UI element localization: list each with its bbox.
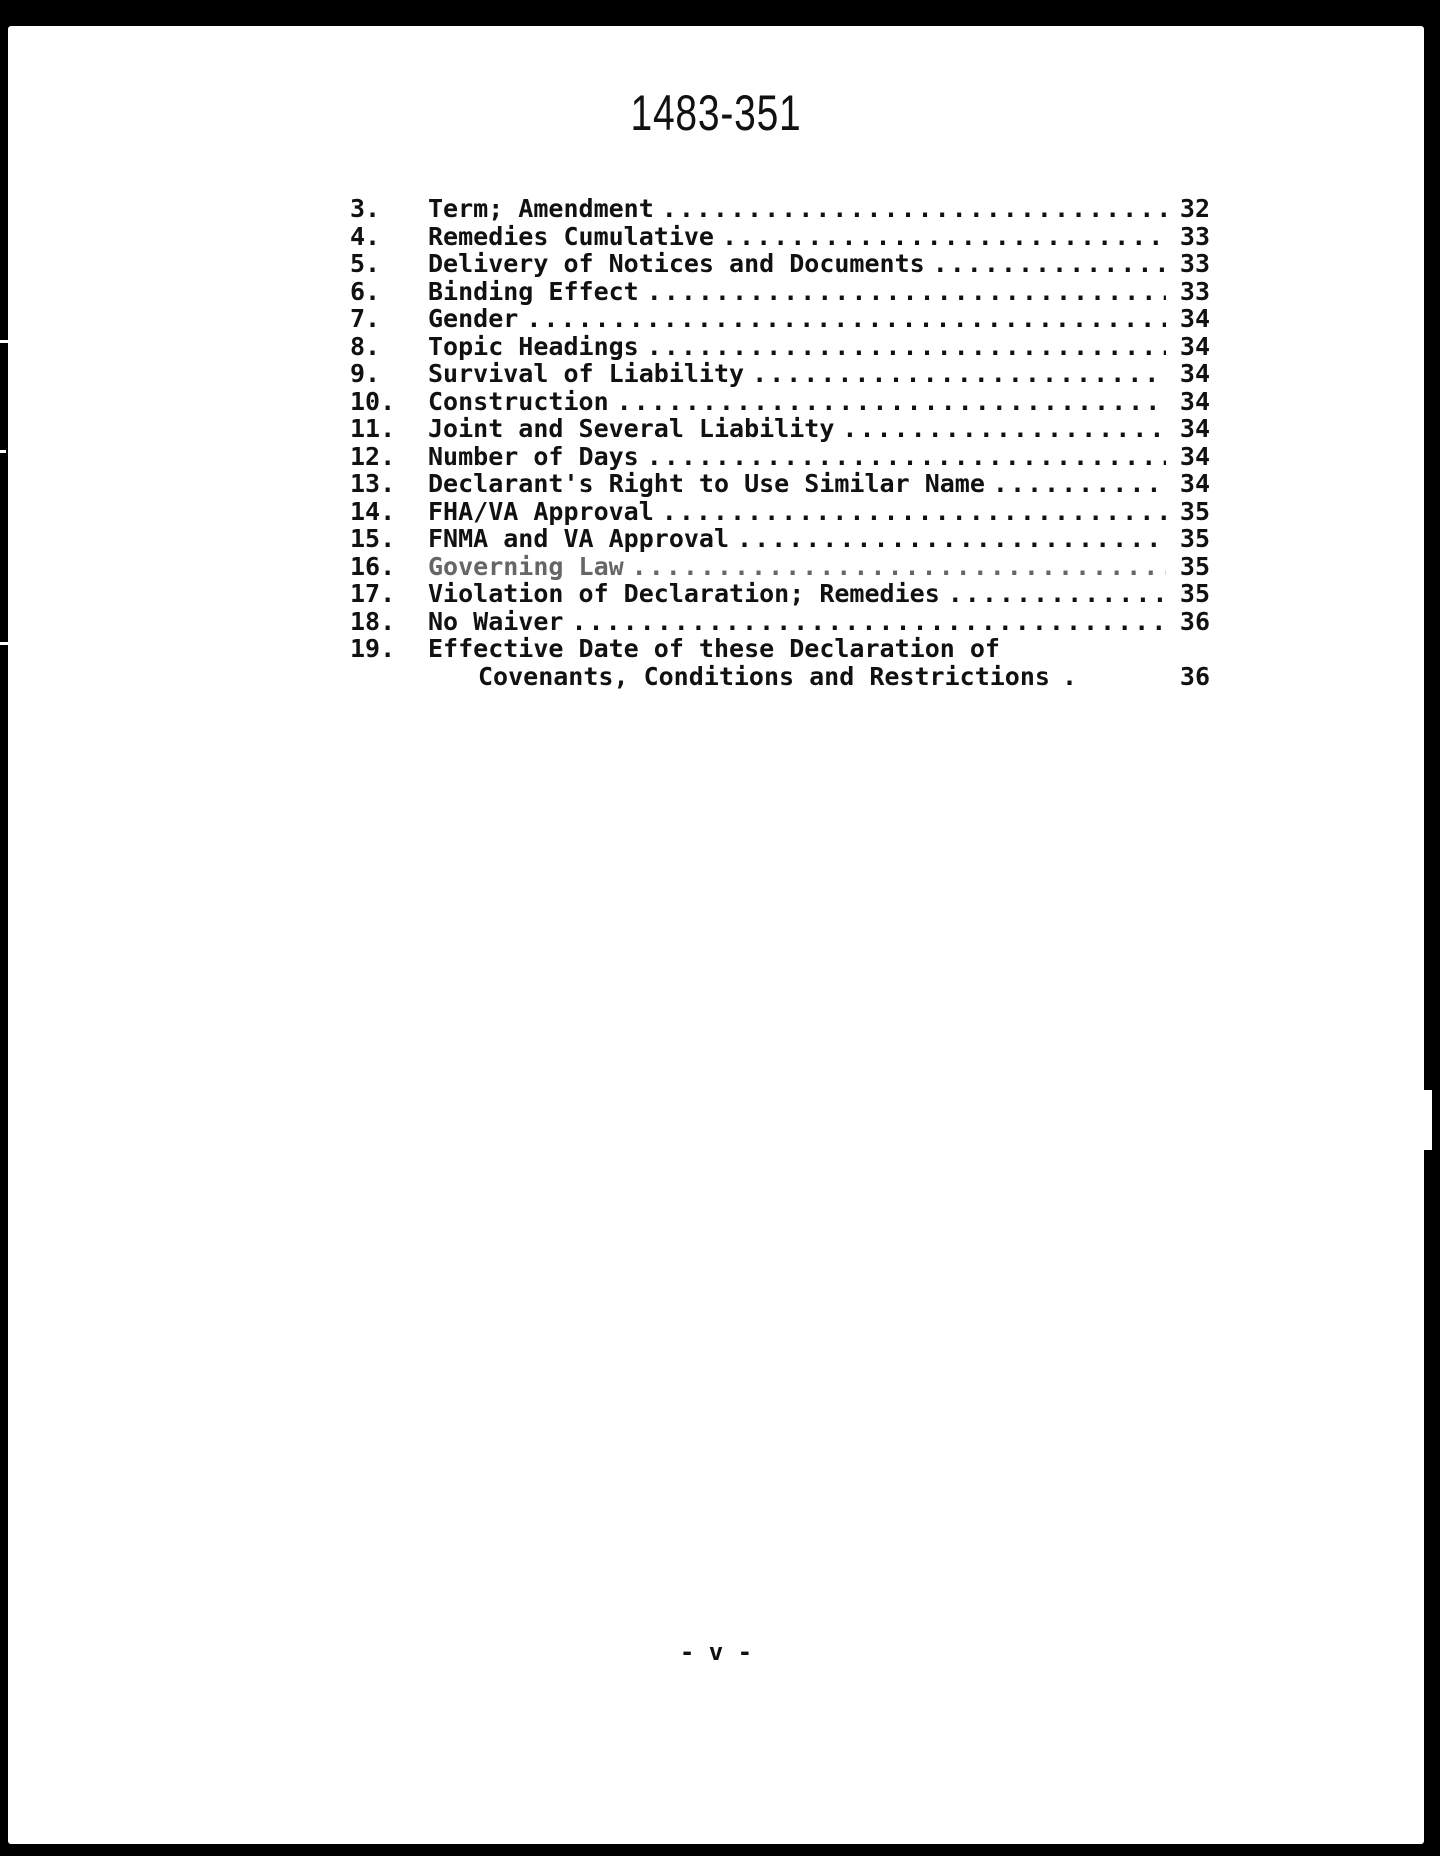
toc-entry	[350, 249, 1210, 277]
toc-entry-page: 35	[1179, 579, 1210, 608]
toc-dot-leader	[752, 359, 1166, 388]
toc-entry-number: 12.	[350, 441, 396, 471]
toc-dot-leader	[647, 442, 1166, 471]
toc-dot-leader	[571, 607, 1166, 636]
scan-artifact	[1424, 1090, 1432, 1150]
toc-entry-title: Term; Amendment	[428, 194, 654, 223]
toc-entry-title: Gender	[428, 304, 519, 333]
toc-entry-title: Binding Effect	[428, 276, 639, 306]
scan-artifact	[0, 450, 6, 453]
toc-entry-number: 15.	[350, 524, 396, 553]
toc-dot-leader	[948, 579, 1166, 608]
toc-entry	[350, 194, 1210, 222]
document-number: 1483-351	[630, 85, 802, 141]
toc-entry-page: 34	[1179, 414, 1210, 443]
toc-dot-leader	[632, 552, 1166, 581]
toc-dot-leader	[1062, 662, 1079, 691]
toc-entry-title: Remedies Cumulative	[428, 221, 714, 251]
toc-entry	[350, 469, 1210, 497]
toc-entry	[350, 222, 1210, 250]
toc-entry-title-continued: Covenants, Conditions and Restrictions	[478, 661, 1050, 691]
toc-entry	[350, 579, 1210, 607]
toc-entry-page: 34	[1179, 441, 1210, 471]
toc-entry-number: 13.	[350, 469, 396, 498]
toc-entry-title: Joint and Several Liability	[428, 414, 835, 443]
toc-entry-title: Violation of Declaration; Remedies	[428, 579, 940, 608]
toc-dot-leader	[722, 222, 1166, 251]
toc-entry-page: 34	[1179, 469, 1210, 498]
toc-dot-leader	[993, 469, 1166, 498]
toc-entry-page: 35	[1179, 496, 1210, 526]
toc-entry-title: Declarant's Right to Use Similar Name	[428, 469, 985, 498]
toc-entry-page: 34	[1179, 331, 1210, 361]
toc-entry-number: 9.	[350, 359, 381, 388]
toc-entry-page: 36	[1179, 661, 1210, 691]
toc-entry-page: 34	[1179, 304, 1210, 333]
toc-dot-leader	[933, 249, 1166, 278]
toc-entry-page: 33	[1179, 221, 1210, 251]
toc-entry-title: Effective Date of these Declaration of	[428, 634, 1000, 663]
toc-entry	[350, 277, 1210, 305]
toc-dot-leader	[737, 524, 1166, 553]
toc-entry	[350, 497, 1210, 525]
toc-entry	[350, 359, 1210, 387]
toc-entry-title: No Waiver	[428, 606, 564, 636]
toc-entry-title: Topic Headings	[428, 331, 639, 361]
toc-entry	[350, 607, 1210, 635]
toc-entry-page: 34	[1179, 386, 1210, 416]
toc-entry	[350, 552, 1210, 580]
toc-dot-leader	[662, 497, 1166, 526]
toc-entry-page: 35	[1179, 551, 1210, 581]
toc-entry-number: 19.	[350, 634, 396, 663]
toc-entry-number: 17.	[350, 579, 396, 608]
table-of-contents	[350, 194, 1210, 689]
toc-entry-page: 33	[1179, 249, 1210, 278]
toc-entry-page: 35	[1179, 524, 1210, 553]
toc-entry-number: 14.	[350, 496, 396, 526]
toc-entry-number: 16.	[350, 551, 396, 581]
toc-entry-page: 36	[1179, 606, 1210, 636]
toc-entry-title: FNMA and VA Approval	[428, 524, 730, 553]
toc-entry-page: 33	[1179, 276, 1210, 306]
toc-entry-number: 6.	[350, 276, 381, 306]
toc-entry-number: 3.	[350, 194, 381, 223]
toc-entry-continuation	[350, 662, 1210, 690]
toc-entry-title: Survival of Liability	[428, 359, 745, 388]
toc-dot-leader	[647, 332, 1166, 361]
toc-entry-title: Number of Days	[428, 441, 639, 471]
toc-entry	[350, 442, 1210, 470]
toc-entry-page: 34	[1179, 359, 1210, 388]
toc-entry-number: 18.	[350, 606, 396, 636]
page-number: - v -	[679, 1638, 753, 1666]
toc-entry-number: 4.	[350, 221, 381, 251]
toc-entry-number: 8.	[350, 331, 381, 361]
toc-dot-leader	[526, 304, 1166, 333]
document-page	[8, 26, 1424, 1844]
toc-entry-title: Governing Law	[428, 551, 624, 581]
toc-dot-leader	[842, 414, 1166, 443]
scan-artifact	[0, 642, 8, 645]
toc-entry-title: FHA/VA Approval	[428, 496, 654, 526]
toc-dot-leader	[662, 194, 1166, 223]
toc-entry	[350, 304, 1210, 332]
toc-entry-number: 11.	[350, 414, 396, 443]
toc-entry	[350, 524, 1210, 552]
toc-entry	[350, 634, 1210, 662]
toc-entry	[350, 332, 1210, 360]
toc-entry-number: 10.	[350, 386, 396, 416]
toc-entry-number: 7.	[350, 304, 381, 333]
toc-entry-number: 5.	[350, 249, 381, 278]
toc-entry	[350, 414, 1210, 442]
toc-dot-leader	[617, 387, 1166, 416]
toc-entry-title: Construction	[428, 386, 609, 416]
toc-dot-leader	[647, 277, 1166, 306]
toc-entry-page: 32	[1179, 194, 1210, 223]
scan-artifact	[0, 340, 8, 343]
toc-entry	[350, 387, 1210, 415]
toc-entry-title: Delivery of Notices and Documents	[428, 249, 925, 278]
